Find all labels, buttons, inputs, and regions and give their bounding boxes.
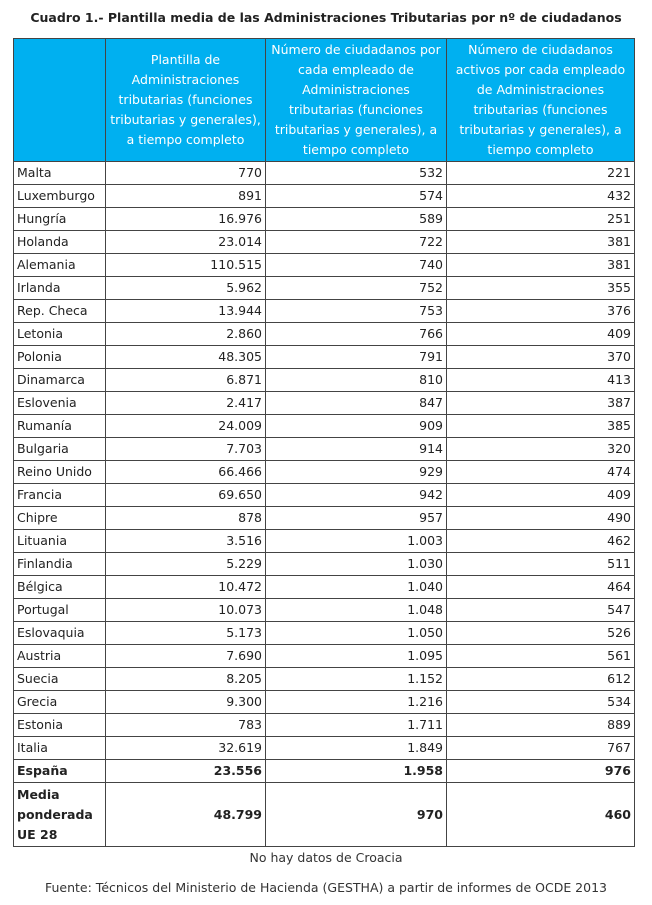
activos-cell: 409 (447, 484, 635, 507)
country-cell: Rep. Checa (14, 300, 106, 323)
table-row (14, 346, 635, 369)
plantilla-cell: 770 (106, 162, 266, 185)
country-cell: Irlanda (14, 277, 106, 300)
table-row (14, 645, 635, 668)
ciudadanos-cell: 752 (266, 277, 447, 300)
country-cell: Malta (14, 162, 106, 185)
ciudadanos-cell: 1.040 (266, 576, 447, 599)
country-cell: Chipre (14, 507, 106, 530)
ciudadanos-cell: 791 (266, 346, 447, 369)
country-cell: Portugal (14, 599, 106, 622)
table-row (14, 369, 635, 392)
table-row (14, 438, 635, 461)
data-table (13, 38, 635, 847)
plantilla-cell: 48.305 (106, 346, 266, 369)
table-row (14, 231, 635, 254)
table-row (14, 300, 635, 323)
ciudadanos-cell: 1.152 (266, 668, 447, 691)
plantilla-cell: 10.472 (106, 576, 266, 599)
ciudadanos-cell: 810 (266, 369, 447, 392)
ciudadanos-cell: 753 (266, 300, 447, 323)
table-row (14, 691, 635, 714)
plantilla-cell: 110.515 (106, 254, 266, 277)
plantilla-cell: 878 (106, 507, 266, 530)
country-cell: Rumanía (14, 415, 106, 438)
ciudadanos-cell: 957 (266, 507, 447, 530)
espana-ciudadanos: 1.958 (266, 760, 447, 783)
table-row (14, 576, 635, 599)
espana-activos: 976 (447, 760, 635, 783)
ciudadanos-cell: 929 (266, 461, 447, 484)
country-cell: Eslovenia (14, 392, 106, 415)
plantilla-cell: 5.962 (106, 277, 266, 300)
media-plantilla: 48.799 (106, 783, 266, 847)
activos-cell: 464 (447, 576, 635, 599)
activos-cell: 490 (447, 507, 635, 530)
activos-cell: 462 (447, 530, 635, 553)
country-cell: Dinamarca (14, 369, 106, 392)
table-row (14, 208, 635, 231)
ciudadanos-cell: 847 (266, 392, 447, 415)
media-label: Media ponderada UE 28 (14, 783, 106, 847)
country-cell: Francia (14, 484, 106, 507)
activos-cell: 561 (447, 645, 635, 668)
activos-cell: 320 (447, 438, 635, 461)
activos-cell: 889 (447, 714, 635, 737)
activos-cell: 534 (447, 691, 635, 714)
country-cell: Lituania (14, 530, 106, 553)
media-row (14, 783, 635, 847)
ciudadanos-cell: 589 (266, 208, 447, 231)
activos-cell: 376 (447, 300, 635, 323)
espana-label: España (14, 760, 106, 783)
plantilla-cell: 69.650 (106, 484, 266, 507)
table-row (14, 668, 635, 691)
activos-cell: 511 (447, 553, 635, 576)
activos-cell: 381 (447, 254, 635, 277)
plantilla-cell: 10.073 (106, 599, 266, 622)
plantilla-cell: 7.690 (106, 645, 266, 668)
table-row (14, 599, 635, 622)
country-cell: Holanda (14, 231, 106, 254)
ciudadanos-cell: 574 (266, 185, 447, 208)
plantilla-cell: 13.944 (106, 300, 266, 323)
espana-row (14, 760, 635, 783)
plantilla-cell: 2.417 (106, 392, 266, 415)
ciudadanos-cell: 1.095 (266, 645, 447, 668)
table-row (14, 323, 635, 346)
plantilla-cell: 3.516 (106, 530, 266, 553)
table-row (14, 530, 635, 553)
table-row (14, 461, 635, 484)
header-activos-por-empleado: Número de ciudadanos activos por cada empleado de Administraciones tributarias (funciones tributarias y generales), a tiempo completo (447, 39, 635, 162)
table-row (14, 415, 635, 438)
activos-cell: 221 (447, 162, 635, 185)
plantilla-cell: 32.619 (106, 737, 266, 760)
plantilla-cell: 5.229 (106, 553, 266, 576)
ciudadanos-cell: 1.030 (266, 553, 447, 576)
table-title: Cuadro 1.- Plantilla media de las Administraciones Tributarias por nº de ciudadanos (30, 10, 622, 25)
activos-cell: 547 (447, 599, 635, 622)
ciudadanos-cell: 1.050 (266, 622, 447, 645)
activos-cell: 387 (447, 392, 635, 415)
country-cell: Grecia (14, 691, 106, 714)
activos-cell: 409 (447, 323, 635, 346)
country-cell: Eslovaquia (14, 622, 106, 645)
media-activos: 460 (447, 783, 635, 847)
header-row (14, 39, 635, 162)
croacia-note: No hay datos de Croacia (249, 850, 403, 865)
country-cell: Letonia (14, 323, 106, 346)
table-header (14, 39, 635, 162)
plantilla-cell: 891 (106, 185, 266, 208)
activos-cell: 355 (447, 277, 635, 300)
table-row (14, 277, 635, 300)
ciudadanos-cell: 1.048 (266, 599, 447, 622)
table-row (14, 484, 635, 507)
ciudadanos-cell: 1.003 (266, 530, 447, 553)
country-cell: Alemania (14, 254, 106, 277)
activos-cell: 413 (447, 369, 635, 392)
plantilla-cell: 9.300 (106, 691, 266, 714)
espana-plantilla: 23.556 (106, 760, 266, 783)
activos-cell: 526 (447, 622, 635, 645)
ciudadanos-cell: 1.849 (266, 737, 447, 760)
plantilla-cell: 8.205 (106, 668, 266, 691)
ciudadanos-cell: 942 (266, 484, 447, 507)
header-country (14, 39, 106, 162)
activos-cell: 370 (447, 346, 635, 369)
plantilla-cell: 16.976 (106, 208, 266, 231)
plantilla-cell: 6.871 (106, 369, 266, 392)
activos-cell: 381 (447, 231, 635, 254)
activos-cell: 251 (447, 208, 635, 231)
table-row (14, 553, 635, 576)
activos-cell: 432 (447, 185, 635, 208)
plantilla-cell: 5.173 (106, 622, 266, 645)
plantilla-cell: 2.860 (106, 323, 266, 346)
country-cell: Estonia (14, 714, 106, 737)
country-cell: Austria (14, 645, 106, 668)
table-row (14, 392, 635, 415)
ciudadanos-cell: 740 (266, 254, 447, 277)
country-cell: Italia (14, 737, 106, 760)
header-plantilla: Plantilla de Administraciones tributarias (funciones tributarias y generales), a tiempo completo (106, 39, 266, 162)
source-note: Fuente: Técnicos del Ministerio de Hacienda (GESTHA) a partir de informes de OCDE 2013 (44, 880, 607, 895)
plantilla-cell: 7.703 (106, 438, 266, 461)
table-row (14, 622, 635, 645)
table-row (14, 507, 635, 530)
country-cell: Hungría (14, 208, 106, 231)
country-cell: Suecia (14, 668, 106, 691)
activos-cell: 767 (447, 737, 635, 760)
media-ciudadanos: 970 (266, 783, 447, 847)
activos-cell: 474 (447, 461, 635, 484)
table-row (14, 254, 635, 277)
plantilla-cell: 783 (106, 714, 266, 737)
table-body (14, 162, 635, 847)
country-cell: Bulgaria (14, 438, 106, 461)
country-cell: Bélgica (14, 576, 106, 599)
table-row (14, 162, 635, 185)
ciudadanos-cell: 914 (266, 438, 447, 461)
table-row (14, 737, 635, 760)
ciudadanos-cell: 722 (266, 231, 447, 254)
table-row (14, 185, 635, 208)
country-cell: Luxemburgo (14, 185, 106, 208)
plantilla-cell: 66.466 (106, 461, 266, 484)
ciudadanos-cell: 766 (266, 323, 447, 346)
ciudadanos-cell: 1.216 (266, 691, 447, 714)
country-cell: Polonia (14, 346, 106, 369)
table-row (14, 714, 635, 737)
plantilla-cell: 24.009 (106, 415, 266, 438)
ciudadanos-cell: 532 (266, 162, 447, 185)
plantilla-cell: 23.014 (106, 231, 266, 254)
header-ciudadanos-por-empleado: Número de ciudadanos por cada empleado de Administraciones tributarias (funciones tributarias y generales), a tiempo completo (266, 39, 447, 162)
country-cell: Reino Unido (14, 461, 106, 484)
country-cell: Finlandia (14, 553, 106, 576)
ciudadanos-cell: 1.711 (266, 714, 447, 737)
ciudadanos-cell: 909 (266, 415, 447, 438)
activos-cell: 612 (447, 668, 635, 691)
activos-cell: 385 (447, 415, 635, 438)
